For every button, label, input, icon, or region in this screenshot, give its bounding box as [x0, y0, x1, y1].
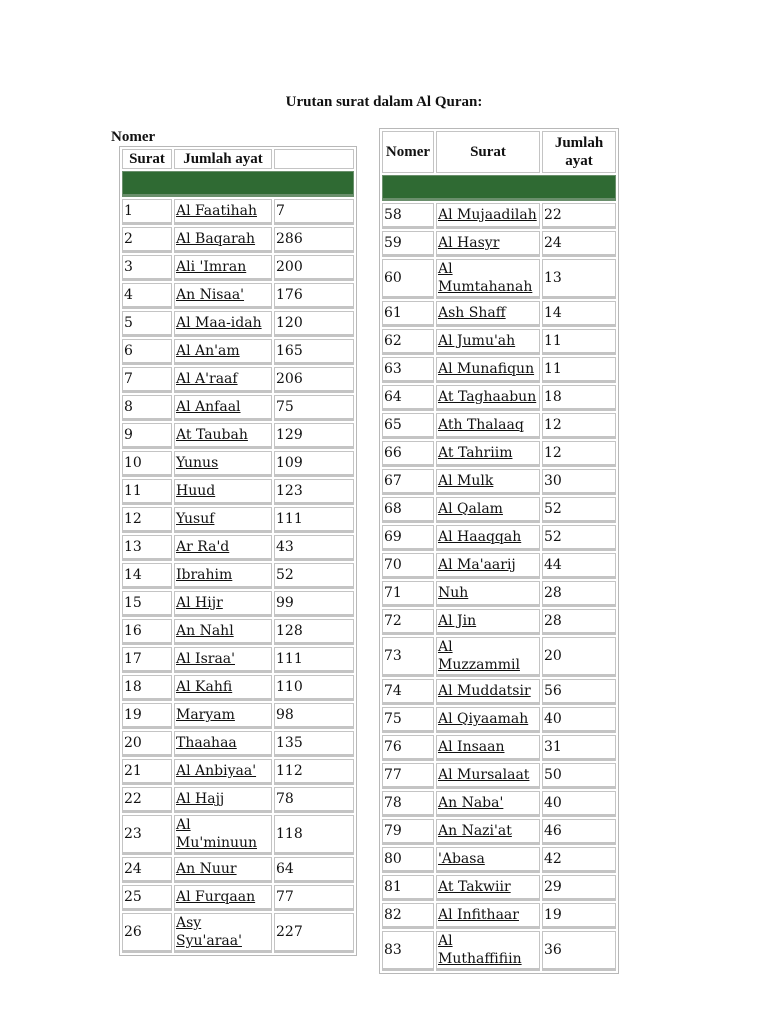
- ayat-count: 29: [542, 875, 616, 901]
- table-row: [122, 675, 354, 701]
- table-row: [382, 819, 616, 845]
- surah-number: 11: [122, 479, 172, 505]
- ayat-count: 36: [542, 931, 616, 971]
- surah-name-cell[interactable]: [436, 707, 540, 733]
- ayat-count: 56: [542, 679, 616, 705]
- surah-number: 16: [122, 619, 172, 645]
- surah-name-cell[interactable]: [436, 679, 540, 705]
- ayat-count: 28: [542, 609, 616, 635]
- surah-name-cell[interactable]: [174, 787, 272, 813]
- surah-number: 58: [382, 203, 434, 229]
- table-row: [382, 329, 616, 355]
- right-header-jumlah-ayat: Jumlah ayat: [542, 131, 616, 173]
- surah-number: 1: [122, 199, 172, 225]
- surah-number: 62: [382, 329, 434, 355]
- table-row: [382, 763, 616, 789]
- surah-number: 10: [122, 451, 172, 477]
- table-row: [382, 469, 616, 495]
- ayat-count: 46: [542, 819, 616, 845]
- surah-name-cell[interactable]: [436, 609, 540, 635]
- table-row: [122, 339, 354, 365]
- surah-number: 6: [122, 339, 172, 365]
- table-row: [382, 497, 616, 523]
- surah-name-cell[interactable]: [174, 255, 272, 281]
- surah-link[interactable]: Al Kahfi: [176, 679, 233, 695]
- surah-number: 23: [122, 815, 172, 855]
- ayat-count: 118: [274, 815, 354, 855]
- surah-link[interactable]: Al Anfaal: [176, 399, 241, 415]
- surah-name-cell[interactable]: [436, 763, 540, 789]
- surah-number: 71: [382, 581, 434, 607]
- ayat-count: 123: [274, 479, 354, 505]
- left-table-body: [122, 199, 354, 953]
- ayat-count: 112: [274, 759, 354, 785]
- table-row: [382, 847, 616, 873]
- surah-link[interactable]: An Nisaa': [176, 287, 245, 303]
- left-header-jumlah-ayat: Jumlah ayat: [174, 149, 272, 169]
- ayat-count: 28: [542, 581, 616, 607]
- ayat-count: 11: [542, 357, 616, 383]
- table-row: [122, 731, 354, 757]
- ayat-count: 7: [274, 199, 354, 225]
- ayat-count: 14: [542, 301, 616, 327]
- ayat-count: 206: [274, 367, 354, 393]
- surah-number: 79: [382, 819, 434, 845]
- surah-number: 76: [382, 735, 434, 761]
- table-row: [382, 203, 616, 229]
- surah-name-cell[interactable]: [174, 451, 272, 477]
- surah-link[interactable]: Al Muzzammil: [438, 639, 520, 673]
- table-row: [122, 647, 354, 673]
- surah-number: 21: [122, 759, 172, 785]
- surah-name-cell[interactable]: [174, 885, 272, 911]
- ayat-count: 40: [542, 791, 616, 817]
- surah-number: 3: [122, 255, 172, 281]
- surah-link[interactable]: Al Insaan: [438, 739, 505, 755]
- surah-number: 24: [122, 857, 172, 883]
- ayat-count: 31: [542, 735, 616, 761]
- table-row: [122, 563, 354, 589]
- surah-number: 83: [382, 931, 434, 971]
- surah-number: 25: [122, 885, 172, 911]
- surah-link[interactable]: Al Jumu'ah: [438, 333, 516, 349]
- left-header-empty: [274, 149, 354, 169]
- table-row: [122, 535, 354, 561]
- surah-number: 66: [382, 441, 434, 467]
- surah-name-cell[interactable]: [436, 819, 540, 845]
- surah-number: 63: [382, 357, 434, 383]
- surah-name-cell[interactable]: [436, 203, 540, 229]
- surah-link[interactable]: Al Qalam: [438, 501, 503, 517]
- ayat-count: 111: [274, 507, 354, 533]
- surah-link[interactable]: At Tahriim: [438, 445, 513, 461]
- surah-link[interactable]: Al Munafiqun: [438, 361, 535, 377]
- surah-link[interactable]: Yunus: [176, 455, 219, 471]
- surah-name-cell[interactable]: [174, 339, 272, 365]
- ayat-count: 98: [274, 703, 354, 729]
- table-row: [122, 199, 354, 225]
- surah-name-cell[interactable]: [436, 791, 540, 817]
- surah-name-cell[interactable]: [436, 441, 540, 467]
- surah-name-cell[interactable]: [174, 563, 272, 589]
- ayat-count: 77: [274, 885, 354, 911]
- surah-number: 60: [382, 259, 434, 299]
- surah-name-cell[interactable]: [436, 329, 540, 355]
- ayat-count: 64: [274, 857, 354, 883]
- table-row: [122, 815, 354, 855]
- ayat-count: 43: [274, 535, 354, 561]
- surah-name-cell[interactable]: [174, 913, 272, 953]
- ayat-count: 13: [542, 259, 616, 299]
- surah-number: 7: [122, 367, 172, 393]
- surah-name-cell[interactable]: [174, 647, 272, 673]
- table-row: [382, 637, 616, 677]
- surah-name-cell[interactable]: [436, 875, 540, 901]
- surah-name-cell[interactable]: [174, 423, 272, 449]
- surah-name-cell[interactable]: [436, 385, 540, 411]
- surah-name-cell[interactable]: [174, 815, 272, 855]
- table-row: [122, 885, 354, 911]
- surah-link[interactable]: Ar Ra'd: [176, 539, 230, 555]
- surah-number: 15: [122, 591, 172, 617]
- surah-name-cell[interactable]: [436, 581, 540, 607]
- surah-link[interactable]: Maryam: [176, 707, 235, 723]
- surah-link[interactable]: Al Mumtahanah: [438, 261, 533, 295]
- surah-link[interactable]: Al Mulk: [438, 473, 494, 489]
- ayat-count: 129: [274, 423, 354, 449]
- left-table-nomer-label: Nomer: [111, 129, 156, 145]
- table-row: [382, 707, 616, 733]
- surah-number: 75: [382, 707, 434, 733]
- surah-link[interactable]: At Takwiir: [438, 879, 511, 895]
- surah-link[interactable]: Al Hajj: [176, 791, 225, 807]
- ayat-count: 42: [542, 847, 616, 873]
- surah-number: 82: [382, 903, 434, 929]
- surah-link[interactable]: Al Hasyr: [438, 235, 500, 251]
- right-table-body: [382, 203, 616, 971]
- ayat-count: 176: [274, 283, 354, 309]
- surah-link[interactable]: Al Mursalaat: [438, 767, 530, 783]
- surah-name-cell[interactable]: [436, 847, 540, 873]
- surah-link[interactable]: Al Faatihah: [176, 203, 257, 219]
- surah-link[interactable]: An Nazi'at: [438, 823, 512, 839]
- table-row: [122, 395, 354, 421]
- ayat-count: 286: [274, 227, 354, 253]
- ayat-count: 110: [274, 675, 354, 701]
- surah-link[interactable]: At Taubah: [176, 427, 248, 443]
- surah-number: 9: [122, 423, 172, 449]
- surah-number: 17: [122, 647, 172, 673]
- surah-name-cell[interactable]: [174, 199, 272, 225]
- table-row: [382, 441, 616, 467]
- table-row: [382, 301, 616, 327]
- surah-link[interactable]: Al Infithaar: [438, 907, 519, 923]
- table-row: [382, 679, 616, 705]
- table-row: [382, 231, 616, 257]
- ayat-count: 24: [542, 231, 616, 257]
- table-row: [382, 525, 616, 551]
- surah-name-cell[interactable]: [174, 507, 272, 533]
- surah-name-cell[interactable]: [436, 413, 540, 439]
- ayat-count: 111: [274, 647, 354, 673]
- table-row: [122, 283, 354, 309]
- surah-number: 81: [382, 875, 434, 901]
- right-header-surat: Surat: [436, 131, 540, 173]
- surah-name-cell[interactable]: [436, 903, 540, 929]
- surah-number: 80: [382, 847, 434, 873]
- table-row: [382, 553, 616, 579]
- table-row: [382, 259, 616, 299]
- surah-number: 61: [382, 301, 434, 327]
- surah-number: 22: [122, 787, 172, 813]
- surah-name-cell[interactable]: [174, 311, 272, 337]
- table-row: [122, 423, 354, 449]
- table-row: [122, 857, 354, 883]
- table-row: [122, 311, 354, 337]
- surah-name-cell[interactable]: [436, 931, 540, 971]
- surah-number: 14: [122, 563, 172, 589]
- surah-name-cell[interactable]: [174, 535, 272, 561]
- surah-name-cell[interactable]: [436, 553, 540, 579]
- surah-link[interactable]: Al Muthaffifiin: [438, 933, 522, 967]
- right-header-band: [382, 175, 616, 201]
- surah-link[interactable]: Al Muddatsir: [438, 683, 531, 699]
- surah-link[interactable]: Al Ma'aarij: [438, 557, 516, 573]
- surah-number: 4: [122, 283, 172, 309]
- surah-link[interactable]: Yusuf: [176, 511, 215, 527]
- table-row: [382, 385, 616, 411]
- table-row: [382, 609, 616, 635]
- surah-number: 20: [122, 731, 172, 757]
- surah-name-cell[interactable]: [436, 259, 540, 299]
- ayat-count: 52: [542, 497, 616, 523]
- surah-link[interactable]: Nuh: [438, 585, 469, 601]
- surah-name-cell[interactable]: [174, 857, 272, 883]
- table-row: [382, 735, 616, 761]
- ayat-count: 22: [542, 203, 616, 229]
- surah-name-cell[interactable]: [436, 525, 540, 551]
- ayat-count: 12: [542, 441, 616, 467]
- surah-link[interactable]: Al Hijr: [176, 595, 223, 611]
- ayat-count: 165: [274, 339, 354, 365]
- surah-number: 5: [122, 311, 172, 337]
- surah-number: 65: [382, 413, 434, 439]
- table-row: [382, 791, 616, 817]
- surah-number: 69: [382, 525, 434, 551]
- table-row: [382, 581, 616, 607]
- surah-link[interactable]: An Nahl: [176, 623, 234, 639]
- surah-number: 70: [382, 553, 434, 579]
- surah-link[interactable]: Al Furqaan: [176, 889, 256, 905]
- surah-number: 12: [122, 507, 172, 533]
- ayat-count: 135: [274, 731, 354, 757]
- ayat-count: 227: [274, 913, 354, 953]
- ayat-count: 19: [542, 903, 616, 929]
- ayat-count: 75: [274, 395, 354, 421]
- surah-name-cell[interactable]: [436, 469, 540, 495]
- surah-name-cell[interactable]: [436, 231, 540, 257]
- surah-link[interactable]: Al Maa-idah: [176, 315, 262, 331]
- ayat-count: 128: [274, 619, 354, 645]
- table-row: [122, 703, 354, 729]
- right-header-nomer: Nomer: [382, 131, 434, 173]
- surah-name-cell[interactable]: [436, 637, 540, 677]
- surah-link[interactable]: Ash Shaff: [438, 305, 506, 321]
- ayat-count: 12: [542, 413, 616, 439]
- surah-number: 64: [382, 385, 434, 411]
- ayat-count: 11: [542, 329, 616, 355]
- left-header-surat: Surat: [122, 149, 172, 169]
- surah-link[interactable]: Asy Syu'araa': [176, 915, 242, 949]
- surah-name-cell[interactable]: [436, 735, 540, 761]
- surah-name-cell[interactable]: [436, 497, 540, 523]
- table-row: [122, 255, 354, 281]
- table-row: [122, 227, 354, 253]
- ayat-count: 30: [542, 469, 616, 495]
- surah-number: 77: [382, 763, 434, 789]
- table-row: [382, 875, 616, 901]
- surah-number: 67: [382, 469, 434, 495]
- ayat-count: 78: [274, 787, 354, 813]
- surah-number: 18: [122, 675, 172, 701]
- table-row: [122, 913, 354, 953]
- surah-name-cell[interactable]: [174, 227, 272, 253]
- surah-link[interactable]: Al Haaqqah: [438, 529, 522, 545]
- table-row: [122, 451, 354, 477]
- ayat-count: 200: [274, 255, 354, 281]
- surah-number: 2: [122, 227, 172, 253]
- ayat-count: 109: [274, 451, 354, 477]
- surah-link[interactable]: Ali 'Imran: [176, 259, 247, 275]
- surah-name-cell[interactable]: [436, 301, 540, 327]
- surah-number: 19: [122, 703, 172, 729]
- surah-number: 74: [382, 679, 434, 705]
- surah-link[interactable]: Al Baqarah: [176, 231, 256, 247]
- surah-number: 72: [382, 609, 434, 635]
- surah-link[interactable]: Al Mujaadilah: [438, 207, 537, 223]
- surah-link[interactable]: Al Anbiyaa': [176, 763, 257, 779]
- surah-link[interactable]: Thaahaa: [176, 735, 237, 751]
- surah-link[interactable]: Al An'am: [176, 343, 240, 359]
- ayat-count: 50: [542, 763, 616, 789]
- ayat-count: 52: [542, 525, 616, 551]
- table-row: [382, 931, 616, 971]
- surah-link[interactable]: Al Jin: [438, 613, 477, 629]
- surah-link[interactable]: An Nuur: [176, 861, 237, 877]
- surah-number: 26: [122, 913, 172, 953]
- surah-number: 78: [382, 791, 434, 817]
- table-row: [122, 507, 354, 533]
- ayat-count: 120: [274, 311, 354, 337]
- surah-number: 13: [122, 535, 172, 561]
- surah-name-cell[interactable]: [174, 591, 272, 617]
- surah-link[interactable]: Ath Thalaaq: [438, 417, 524, 433]
- surah-number: 73: [382, 637, 434, 677]
- surah-name-cell[interactable]: [436, 357, 540, 383]
- ayat-count: 18: [542, 385, 616, 411]
- table-row: [382, 413, 616, 439]
- table-row: [122, 479, 354, 505]
- surah-number: 68: [382, 497, 434, 523]
- right-surah-table: [379, 128, 619, 974]
- surah-link[interactable]: Huud: [176, 483, 216, 499]
- ayat-count: 40: [542, 707, 616, 733]
- table-row: [122, 591, 354, 617]
- surah-name-cell[interactable]: [174, 675, 272, 701]
- table-row: [122, 367, 354, 393]
- surah-link[interactable]: An Naba': [438, 795, 504, 811]
- left-surah-table: [119, 146, 357, 956]
- table-row: [382, 357, 616, 383]
- surah-link[interactable]: Al Qiyaamah: [438, 711, 529, 727]
- table-row: [382, 903, 616, 929]
- surah-link[interactable]: At Taghaabun: [438, 389, 537, 405]
- ayat-count: 99: [274, 591, 354, 617]
- table-row: [122, 759, 354, 785]
- surah-name-cell[interactable]: [174, 479, 272, 505]
- ayat-count: 20: [542, 637, 616, 677]
- ayat-count: 52: [274, 563, 354, 589]
- surah-number: 8: [122, 395, 172, 421]
- surah-name-cell[interactable]: [174, 619, 272, 645]
- surah-name-cell[interactable]: [174, 283, 272, 309]
- table-row: [122, 619, 354, 645]
- surah-link[interactable]: 'Abasa: [438, 851, 485, 867]
- surah-name-cell[interactable]: [174, 731, 272, 757]
- left-header-band: [122, 171, 354, 197]
- table-row: [122, 787, 354, 813]
- surah-name-cell[interactable]: [174, 367, 272, 393]
- surah-link[interactable]: Al A'raaf: [176, 371, 238, 387]
- surah-name-cell[interactable]: [174, 395, 272, 421]
- surah-link[interactable]: Ibrahim: [176, 567, 233, 583]
- surah-number: 59: [382, 231, 434, 257]
- surah-name-cell[interactable]: [174, 759, 272, 785]
- ayat-count: 44: [542, 553, 616, 579]
- surah-link[interactable]: Al Mu'minuun: [176, 817, 258, 851]
- page-title: Urutan surat dalam Al Quran:: [285, 94, 483, 110]
- surah-name-cell[interactable]: [174, 703, 272, 729]
- surah-link[interactable]: Al Israa': [176, 651, 235, 667]
